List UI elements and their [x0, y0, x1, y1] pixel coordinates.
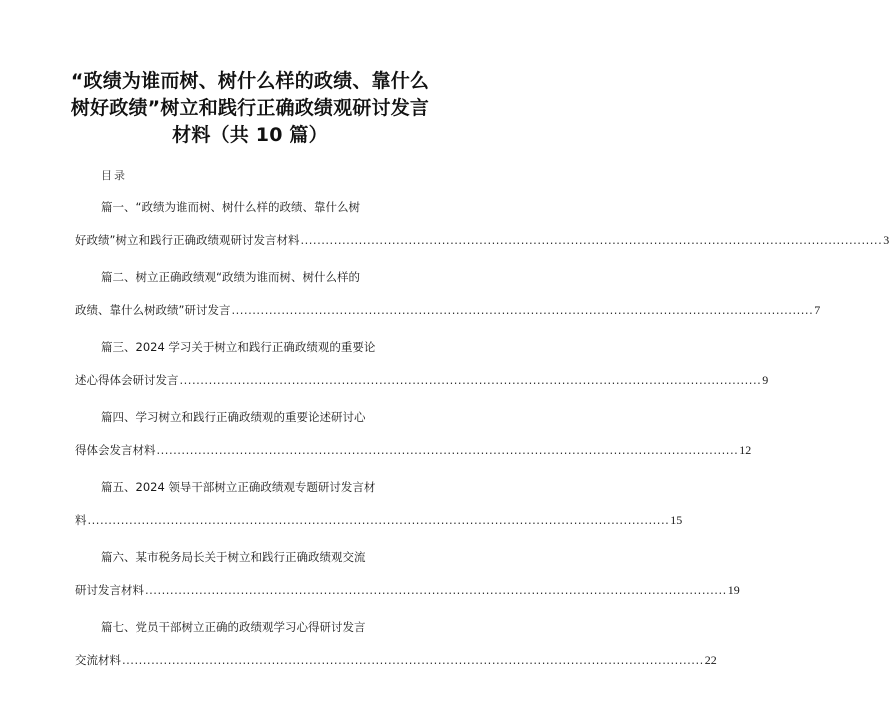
toc-heading: 目录	[101, 169, 127, 182]
toc-entry[interactable]	[75, 266, 821, 336]
dot-leader: ............................................................................................................................................	[122, 653, 704, 667]
toc-page-number: 15	[670, 513, 683, 527]
toc-entry-title: 篇二、树立正确政绩观“政绩为谁而树、树什么样的	[101, 270, 360, 284]
toc-entry[interactable]	[75, 546, 740, 616]
toc-page-number: 19	[727, 583, 740, 597]
toc-page-number: 9	[762, 373, 769, 387]
toc-entry-title: 篇五、2024 领导干部树立正确政绩观专题研讨发言材	[101, 480, 376, 494]
toc-entry-title-cont: 述心得体会研讨发言	[75, 373, 179, 387]
toc-entry-title: 篇四、学习树立和践行正确政绩观的重要论述研讨心	[101, 410, 366, 424]
toc-entry[interactable]	[75, 336, 769, 406]
toc-entry-title: 篇三、2024 学习关于树立和践行正确政绩观的重要论	[101, 340, 376, 354]
toc-page-number: 22	[704, 653, 717, 667]
toc-entry-title-cont: 政绩、靠什么树政绩”研讨发言	[75, 303, 231, 317]
title-line: 树好政绩”树立和践行正确政绩观研讨发言	[70, 97, 430, 119]
toc-entry-title-cont: 得体会发言材料	[75, 443, 156, 457]
document-title	[40, 68, 460, 149]
toc-entry-title: 篇一、“政绩为谁而树、树什么样的政绩、靠什么树	[101, 200, 360, 214]
toc-page-number: 12	[739, 443, 752, 457]
toc-entry-title: 篇七、党员干部树立正确的政绩观学习心得研讨发言	[101, 620, 366, 634]
dot-leader: ............................................................................................................................................	[179, 373, 762, 387]
toc-entry[interactable]	[75, 616, 717, 686]
toc-entry-title-cont: 好政绩”树立和践行正确政绩观研讨发言材料	[75, 233, 300, 247]
toc-entry-title-cont: 料	[75, 513, 87, 527]
dot-leader: ............................................................................................................................................	[300, 233, 883, 247]
table-of-contents	[75, 196, 889, 686]
toc-entry-title: 篇六、某市税务局长关于树立和践行正确政绩观交流	[101, 550, 366, 564]
dot-leader: ............................................................................................................................................	[231, 303, 814, 317]
title-line: “政绩为谁而树、树什么样的政绩、靠什么	[70, 70, 430, 92]
toc-entry[interactable]	[75, 476, 683, 546]
title-line: 材料（共 10 篇）	[172, 124, 328, 146]
toc-page-number: 7	[814, 303, 821, 317]
dot-leader: ............................................................................................................................................	[145, 583, 727, 597]
toc-page-number: 3	[883, 233, 889, 247]
toc-entry-title-cont: 交流材料	[75, 653, 121, 667]
dot-leader: ............................................................................................................................................	[87, 513, 670, 527]
toc-entry[interactable]	[75, 196, 889, 266]
toc-entry[interactable]	[75, 406, 752, 476]
dot-leader: ............................................................................................................................................	[156, 443, 739, 457]
toc-entry-title-cont: 研讨发言材料	[75, 583, 144, 597]
